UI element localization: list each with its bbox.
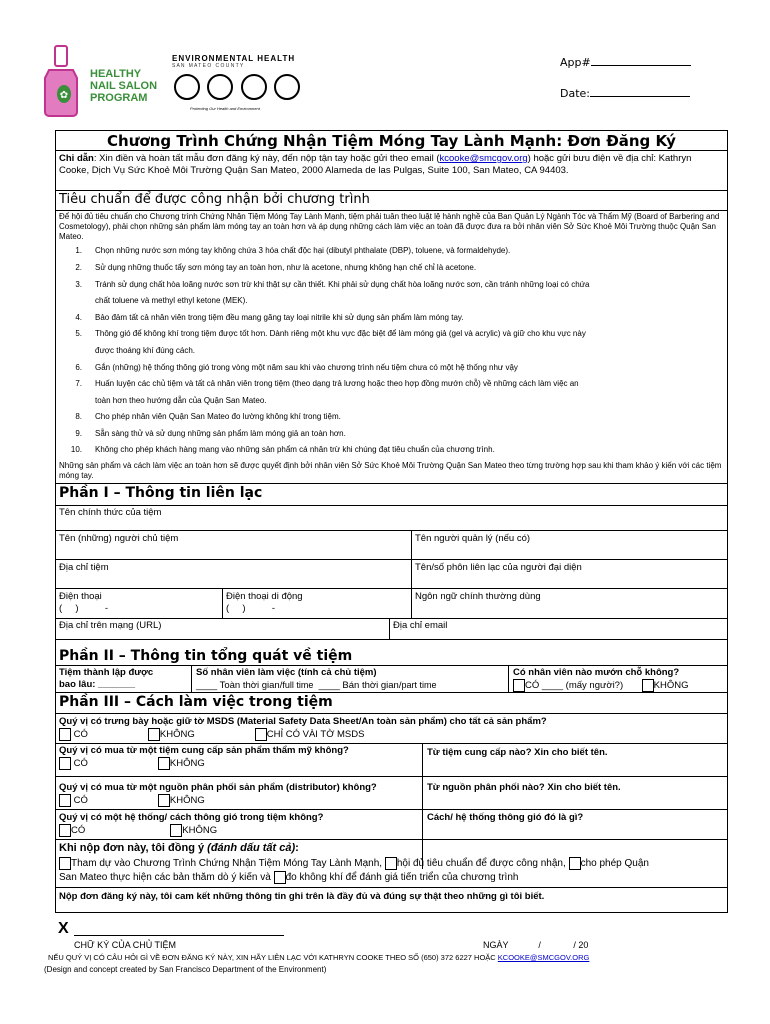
fork-icon	[241, 74, 267, 100]
env-tagline: Protecting Our Health and Environment	[190, 106, 260, 111]
owner-field[interactable]: Tên (những) người chủ tiệm	[59, 533, 179, 544]
signature-line[interactable]	[74, 935, 284, 936]
staff-count-field[interactable]: Số nhân viên làm việc (tính cả chủ tiệm) ____ Toàn thời gian/full time ____ Bán thời gian/part time	[196, 667, 437, 691]
criteria-intro: Để hội đủ tiêu chuẩn cho Chương trình Chứng Nhận Tiệm Móng Tay Lành Mạnh, tiệm phải tuân theo luật lệ hành nghề của Ban Quản Lý Ngành Tóc và Thẩm Mỹ (Board of Barbering and Cosmetology), phải chọn những sản phẩm làm móng tay an toàn hơn và áp dụng những cách làm việc an toàn đã được đưa ra bởi nhân viên Sở Sức Khoẻ Môi Trường thuộc Quận San Mateo.	[59, 212, 720, 241]
salon-name-field[interactable]: Tên chính thức của tiệm	[59, 507, 162, 518]
env-title: ENVIRONMENTAL HEALTH	[172, 54, 296, 63]
email-field[interactable]: Địa chỉ email	[393, 620, 448, 631]
supplier-question: Quý vị có mua từ một tiệm cung cấp sản phẩm thẩm mỹ không? CÓ KHÔNG	[59, 745, 349, 770]
logo-line-3: PROGRAM	[90, 92, 148, 104]
criteria-outro: Những sản phẩm và cách làm việc an toàn hơn sẽ được quyết định bởi nhân viên Sở Sức Khoẻ Môi Trường Quận San Mateo theo từng trường hợp sau khi tham khảo ý kiến với các tiệm móng tay.	[59, 461, 722, 480]
env-subtitle: S A N M A T E O C O U N T Y	[172, 63, 244, 69]
agree-participate-checkbox[interactable]	[59, 857, 71, 870]
svg-text:✿: ✿	[59, 90, 69, 101]
supplier-no-checkbox[interactable]	[158, 757, 170, 770]
supplier-yes-checkbox[interactable]	[59, 757, 71, 770]
agreement-options: Tham dự vào Chương Trình Chứng Nhận Tiệm Móng Tay Lành Mạnh, hội đủ tiêu chuẩn để được công nhận, cho phép Quận San Mateo thực hiện các bản thăm dò ý kiến và đo không khí để đánh giá tiến triển của chương trình	[59, 858, 649, 884]
signature-x: X	[58, 920, 69, 937]
footer-email-link[interactable]: KCOOKE@SMCGOV.ORG	[497, 953, 590, 962]
nail-polish-bottle-icon	[40, 44, 84, 120]
house-icon	[274, 74, 300, 100]
bowl-icon	[207, 74, 233, 100]
date-field[interactable]	[590, 96, 690, 97]
app-number-field[interactable]	[591, 65, 691, 66]
part2-title: Phần II – Thông tin tổng quát về tiệm	[59, 648, 353, 664]
booth-rent-yes-checkbox[interactable]	[513, 679, 525, 692]
instructions-label: Chỉ dẫn	[59, 153, 94, 164]
instructions-text-1: : Xin điền và hoàn tất mẫu đơn đăng ký này, đến nộp tận tay hoặc gửi theo email (	[93, 153, 440, 164]
agree-criteria-checkbox[interactable]	[385, 857, 397, 870]
cup-icon	[174, 74, 200, 100]
instructions-email-link[interactable]: kcooke@smcgov.org	[439, 153, 528, 164]
contact-field[interactable]: Tên/số phôn liên lạc của người đại diện	[415, 562, 582, 573]
ventilation-no-checkbox[interactable]	[170, 824, 182, 837]
website-field[interactable]: Địa chỉ trên mạng (URL)	[59, 620, 162, 631]
date-footer[interactable]: NGÀY / / 20	[483, 940, 589, 950]
address-field[interactable]: Địa chỉ tiệm	[59, 562, 109, 573]
distributor-yes-checkbox[interactable]	[59, 794, 71, 807]
form-title: Chương Trình Chứng Nhận Tiệm Móng Tay Lành Mạnh: Đơn Đăng Ký	[107, 132, 676, 150]
mobile-field[interactable]: Điện thoại di động ( ) -	[226, 591, 303, 614]
app-number-label: App#	[560, 56, 591, 69]
ventilation-yes-checkbox[interactable]	[59, 824, 71, 837]
ventilation-type-field[interactable]: Cách/ hệ thống thông gió đó là gì?	[427, 812, 584, 823]
booth-rent-field: Có nhân viên nào mướn chỗ không? CÓ ____ (mấy người?) KHÔNG	[513, 667, 689, 692]
ventilation-question: Quý vị có một hệ thống/ cách thông gió trong tiệm không? CÓ KHÔNG	[59, 812, 324, 837]
agree-survey-checkbox[interactable]	[569, 857, 581, 870]
msds-yes-checkbox[interactable]	[59, 728, 71, 741]
environmental-health-logo	[172, 54, 312, 124]
distributor-question: Quý vị có mua từ một nguồn phân phối sản phẩm (distributor) không? CÓ KHÔNG	[59, 782, 377, 807]
phone-field[interactable]: Điện thoại ( ) -	[59, 591, 109, 614]
certification-text: Nộp đơn đăng ký này, tôi cam kết những thông tin ghi trên là đầy đủ và đúng sự thật theo những gì tôi biết.	[59, 891, 545, 902]
booth-rent-no-checkbox[interactable]	[642, 679, 654, 692]
criteria-title: Tiêu chuẩn để được công nhận bởi chương trình	[59, 192, 370, 207]
part3-title: Phần III – Cách làm việc trong tiệm	[59, 694, 333, 710]
supplier-name-field[interactable]: Từ tiệm cung cấp nào? Xin cho biết tên.	[427, 747, 608, 758]
application-form: Chương Trình Chứng Nhận Tiệm Móng Tay Lành Mạnh: Đơn Đăng Ký Chỉ dẫn: Xin điền và hoàn tất mẫu đơn đăng ký này, đến nộp tận tay hoặc gửi theo email (kcooke@smcgov.org) hoặc gửi bưu điện về địa chỉ: Kathryn Cooke, Dịch Vụ Sức Khoẻ Môi Trường Quận San Mateo, 2000 Alameda de las Pulgas, Suite 100, San Mateo, CA 94403. Tiêu chuẩn để được công nhận bởi chương trình Để hội đủ tiêu chuẩn cho Chương trình Chứng Nhận Tiệm Móng Tay Lành Mạnh, tiệm phải tuân theo luật lệ hành nghề của Ban Quản Lý Ngành Tóc và Thẩm Mỹ (Board of Barbering and Cosmetology), phải chọn những sản phẩm làm móng tay an toàn hơn và áp dụng những cách làm việc an toàn đã được đưa ra bởi nhân viên Sở Sức Khoẻ Môi Trường thuộc Quận San Mateo. 1. Chọn những nước sơn móng tay không chứa 3 hóa chất độc hại (dibutyl phthalate (DBP), toluene, và formaldehyde). 2. Sử dụng những thuốc tẩy sơn móng tay an toàn hơn, như là acetone, nhưng không hạn chế chỉ là acetone. 3. Tránh sử dụng chất hòa loãng nước sơn trừ khi thật sự cần thiết. Khi phải sử dụng chất hòa loãng nước sơn, cần tránh những loại có chứa chất toluene và methyl ethyl ketone (MEK). 4. Bảo đảm tất cả nhân viên trong tiệm đều mang găng tay loại nitrile khi sử dụng sản phẩm làm móng tay. 5. Thông gió để không khí trong tiệm được tốt hơn. Dành riêng một khu vực đặc biệt để làm móng giả (gel và acrylic) và giữ cho khu vực này được thoáng khí đúng cách. 6. Gắn (những) hệ thống thông gió trong vòng một năm sau khi vào chương trình nếu tiệm chưa có một hệ thống như vậy 7. Huấn luyện các chủ tiệm và tất cả nhân viên trong tiệm (theo dạng trả lương hoặc theo hợp đồng mướn chỗ) về những cách làm việc an toàn hơn theo hướng dẫn của Quận San Mateo. 8. Cho phép nhân viên Quận San Mateo đo lường không khí trong tiệm. 9. Sẵn sàng thử và sử dụng những sản phẩm làm móng giả an toàn hơn. 10. Không cho phép khách hàng mang vào những sản phẩm cá nhân trừ khi chúng đạt tiêu chuẩn của chương trình. Những sản phẩm và cách làm việc an toàn hơn sẽ được quyết định bởi nhân viên Sở Sức Khoẻ Môi Trường Quận San Mateo theo từng trường hợp sau khi tham khảo ý kiến với các tiệm móng tay. Phần I – Thông tin liên lạc Tên chính thức của tiệm Tên (những) người chủ tiệm Tên người quản lý (nếu có) Địa chỉ tiệm Tên/số phôn liên lạc của người đại diện Điện thoại ( ) - Điện thoại di động ( ) - Ngôn ngữ chính thường dùng Địa chỉ trên mạng (URL) Địa chỉ email Phần II – Thông tin tổng quát về tiệm Tiệm thành lập được bao lâu: _______ Số nhân viên làm việc (tính cả chủ tiệm) ____ Toàn thời gian/full time ____ Bán thời gian/part time Có nhân viên nào mướn chỗ không? CÓ ____ (mấy người?) KHÔNG Phần III – Cách làm việc trong tiệm Quý vị có trưng bày hoặc giữ tờ MSDS (Material Safety Data Sheet/An toàn sản phẩm) cho tất cả sản phẩm? CÓ KHÔNG CHỈ CÓ VÀI TỜ MSDS Quý vị có mua từ một tiệm cung cấp sản phẩm thẩm mỹ không? CÓ KHÔNG Từ tiệm cung cấp nào? Xin cho biết tên. Quý vị có mua từ một nguồn phân phối sản phẩm (distributor) không? CÓ KHÔNG Từ nguồn phân phối nào? Xin cho biết tên. Quý vị có một hệ thống/ cách thông gió trong tiệm không? CÓ KHÔNG Cách/ hệ thống thông gió đó là gì? Khi nộp đơn này, tôi đồng ý (đánh dấu tất cả): Tham dự vào Chương Trình Chứng Nhận Tiệm Móng Tay Lành Mạnh, hội đủ tiêu chuẩn để được công nhận, cho phép Quận San Mateo thực hiện các bản thăm dò ý kiến và đo không khí để đánh giá tiến triển của chương trình Nộp đơn đăng ký này, tôi cam kết những thông tin ghi trên là đầy đủ và đúng sự thật theo những gì tôi biết.	[55, 130, 728, 913]
logo-line-2: NAIL SALON	[90, 80, 158, 92]
part1-title: Phần I – Thông tin liên lạc	[59, 485, 263, 501]
logo-line-1: HEALTHY	[90, 68, 142, 80]
footer-contact: NẾU QUÝ VỊ CÓ CÂU HỎI GÌ VỀ ĐƠN ĐĂNG KÝ NÀY, XIN HÃY LIÊN LẠC VỚI KATHRYN COOKE THEO SỐ (650) 372 6227 HOẶC KCOOKE@SMCGOV.ORG	[48, 953, 590, 962]
signature-label: CHỮ KÝ CỦA CHỦ TIỆM	[74, 940, 177, 950]
msds-no-checkbox[interactable]	[148, 728, 160, 741]
years-field[interactable]: Tiệm thành lập được bao lâu: _______	[59, 667, 154, 690]
agree-air-checkbox[interactable]	[274, 871, 286, 884]
distributor-no-checkbox[interactable]	[158, 794, 170, 807]
date-label: Date:	[560, 87, 590, 100]
language-field[interactable]: Ngôn ngữ chính thường dùng	[415, 591, 541, 602]
instructions	[59, 153, 723, 177]
agreement-title: Khi nộp đơn này, tôi đồng ý (đánh dấu tất cả):	[59, 842, 299, 854]
phone-format: ( ) -	[59, 603, 109, 614]
mobile-format: ( ) -	[226, 603, 276, 614]
distributor-name-field[interactable]: Từ nguồn phân phối nào? Xin cho biết tên.	[427, 782, 621, 793]
msds-question: Quý vị có trưng bày hoặc giữ tờ MSDS (Material Safety Data Sheet/An toàn sản phẩm) cho tất cả sản phẩm? CÓ KHÔNG CHỈ CÓ VÀI TỜ MSDS	[59, 716, 547, 741]
instructions-text-2: ) hoặc gửi bưu điện về địa chỉ: Kathryn Cooke, Dịch Vụ Sức Khoẻ Môi Trường Quận San Mateo, 2000 Alameda de las Pulgas, Suite 100, San Mateo, CA 94403.	[59, 153, 692, 176]
msds-some-checkbox[interactable]	[255, 728, 267, 741]
healthy-nail-salon-logo	[40, 44, 160, 124]
footer-credit: (Design and concept created by San Francisco Department of the Environment)	[44, 965, 327, 974]
manager-field[interactable]: Tên người quản lý (nếu có)	[415, 533, 531, 544]
